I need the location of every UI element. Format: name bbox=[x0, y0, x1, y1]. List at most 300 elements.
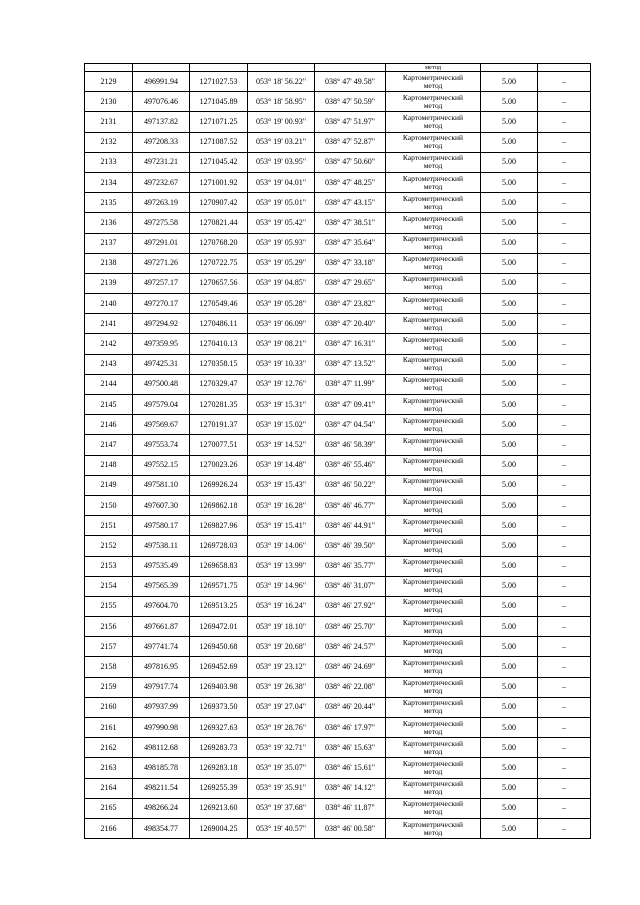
method-text: Картометрический bbox=[402, 637, 464, 647]
latitude-cell: 053° 19' 04.85" bbox=[248, 273, 315, 293]
method-cell bbox=[386, 294, 481, 314]
accuracy-cell: 5.00 bbox=[481, 617, 538, 637]
method-text: Картометрический bbox=[402, 133, 464, 143]
point-number-cell: 2131 bbox=[85, 112, 133, 132]
x-coordinate-cell: 498112.68 bbox=[133, 738, 190, 758]
method-text: Картометрический bbox=[402, 153, 464, 163]
y-coordinate-cell: 1270821.44 bbox=[190, 213, 248, 233]
table-row bbox=[85, 415, 591, 435]
method-text: метод bbox=[423, 181, 443, 191]
x-coordinate-cell: 497565.39 bbox=[133, 576, 190, 596]
table-row bbox=[85, 637, 591, 657]
longitude-cell: 038° 46' 55.46" bbox=[315, 455, 386, 475]
x-coordinate-cell: 497607.30 bbox=[133, 495, 190, 515]
note-cell: – bbox=[538, 738, 591, 758]
method-text: Картометрический bbox=[402, 294, 464, 304]
accuracy-cell: 5.00 bbox=[481, 677, 538, 697]
accuracy-cell: 5.00 bbox=[481, 758, 538, 778]
point-number-cell: 2142 bbox=[85, 334, 133, 354]
note-cell: – bbox=[538, 395, 591, 415]
y-coordinate-cell: 1269452.69 bbox=[190, 657, 248, 677]
method-text: Картометрический bbox=[402, 335, 464, 345]
method-text: метод bbox=[423, 504, 443, 514]
y-coordinate-cell: 1269403.98 bbox=[190, 677, 248, 697]
method-text: Картометрический bbox=[402, 213, 464, 223]
method-text: Картометрический bbox=[402, 819, 464, 829]
latitude-cell: 053° 19' 05.28" bbox=[248, 294, 315, 314]
latitude-cell: 053° 19' 16.24" bbox=[248, 596, 315, 616]
x-coordinate-cell: 497990.98 bbox=[133, 718, 190, 738]
method-cell bbox=[386, 112, 481, 132]
latitude-cell: 053° 19' 03.95" bbox=[248, 152, 315, 172]
point-number-cell: 2159 bbox=[85, 677, 133, 697]
method-cell bbox=[386, 395, 481, 415]
table-row bbox=[85, 536, 591, 556]
y-coordinate-cell: 1269658.83 bbox=[190, 556, 248, 576]
x-coordinate-cell: 497535.49 bbox=[133, 556, 190, 576]
point-number-cell: 2165 bbox=[85, 798, 133, 818]
method-text: Картометрический bbox=[402, 476, 464, 486]
note-cell: – bbox=[538, 576, 591, 596]
method-text: метод bbox=[423, 383, 443, 393]
table-row bbox=[85, 273, 591, 293]
accuracy-cell: 5.00 bbox=[481, 556, 538, 576]
note-cell: – bbox=[538, 72, 591, 92]
x-coordinate-cell: 498354.77 bbox=[133, 818, 190, 838]
latitude-cell: 053° 19' 20.68" bbox=[248, 637, 315, 657]
note-cell: – bbox=[538, 213, 591, 233]
method-tail-cell: метод bbox=[386, 64, 481, 72]
table-row bbox=[85, 495, 591, 515]
method-text: Картометрический bbox=[402, 597, 464, 607]
note-cell: – bbox=[538, 718, 591, 738]
method-cell bbox=[386, 778, 481, 798]
note-cell: – bbox=[538, 233, 591, 253]
accuracy-cell: 5.00 bbox=[481, 233, 538, 253]
table-row bbox=[85, 818, 591, 838]
y-coordinate-cell: 1270410.13 bbox=[190, 334, 248, 354]
x-coordinate-cell: 497538.11 bbox=[133, 536, 190, 556]
y-coordinate-cell: 1271045.89 bbox=[190, 92, 248, 112]
table-row bbox=[85, 718, 591, 738]
accuracy-cell: 5.00 bbox=[481, 415, 538, 435]
x-coordinate-cell: 498211.54 bbox=[133, 778, 190, 798]
table-row bbox=[85, 758, 591, 778]
method-text: Картометрический bbox=[402, 779, 464, 789]
y-coordinate-cell: 1270549.46 bbox=[190, 294, 248, 314]
point-number-cell: 2143 bbox=[85, 354, 133, 374]
longitude-cell: 038° 46' 35.77" bbox=[315, 556, 386, 576]
note-cell: – bbox=[538, 193, 591, 213]
method-cell bbox=[386, 556, 481, 576]
longitude-cell: 038° 46' 31.07" bbox=[315, 576, 386, 596]
longitude-cell: 038° 47' 52.87" bbox=[315, 132, 386, 152]
x-coordinate-cell: 497291.01 bbox=[133, 233, 190, 253]
method-cell bbox=[386, 334, 481, 354]
table-row bbox=[85, 354, 591, 374]
y-coordinate-cell: 1270722.75 bbox=[190, 253, 248, 273]
method-cell bbox=[386, 455, 481, 475]
method-text: метод bbox=[423, 766, 443, 776]
x-coordinate-cell: 497425.31 bbox=[133, 354, 190, 374]
longitude-cell: 038° 46' 14.12" bbox=[315, 778, 386, 798]
method-cell bbox=[386, 516, 481, 536]
method-text: метод bbox=[423, 363, 443, 373]
latitude-cell: 053° 19' 13.99" bbox=[248, 556, 315, 576]
note-cell: – bbox=[538, 435, 591, 455]
table-cell bbox=[190, 64, 248, 72]
method-text: метод bbox=[423, 403, 443, 413]
longitude-cell: 038° 46' 00.58" bbox=[315, 818, 386, 838]
longitude-cell: 038° 46' 50.22" bbox=[315, 475, 386, 495]
longitude-cell: 038° 47' 16.31" bbox=[315, 334, 386, 354]
note-cell: – bbox=[538, 132, 591, 152]
y-coordinate-cell: 1269513.25 bbox=[190, 596, 248, 616]
method-text: Картометрический bbox=[402, 314, 464, 324]
longitude-cell: 038° 46' 39.50" bbox=[315, 536, 386, 556]
table-continuation-row bbox=[85, 64, 591, 72]
method-cell bbox=[386, 758, 481, 778]
y-coordinate-cell: 1269827.96 bbox=[190, 516, 248, 536]
method-text: метод bbox=[423, 322, 443, 332]
y-coordinate-cell: 1270486.11 bbox=[190, 314, 248, 334]
latitude-cell: 053° 19' 15.02" bbox=[248, 415, 315, 435]
table-row bbox=[85, 697, 591, 717]
latitude-cell: 053° 19' 04.01" bbox=[248, 172, 315, 192]
accuracy-cell: 5.00 bbox=[481, 112, 538, 132]
method-cell bbox=[386, 374, 481, 394]
longitude-cell: 038° 47' 43.15" bbox=[315, 193, 386, 213]
latitude-cell: 053° 19' 08.21" bbox=[248, 334, 315, 354]
point-number-cell: 2150 bbox=[85, 495, 133, 515]
x-coordinate-cell: 497579.04 bbox=[133, 395, 190, 415]
point-number-cell: 2161 bbox=[85, 718, 133, 738]
latitude-cell: 053° 19' 18.10" bbox=[248, 617, 315, 637]
latitude-cell: 053° 19' 28.76" bbox=[248, 718, 315, 738]
longitude-cell: 038° 46' 27.92" bbox=[315, 596, 386, 616]
method-text: Картометрический bbox=[402, 173, 464, 183]
longitude-cell: 038° 46' 24.69" bbox=[315, 657, 386, 677]
point-number-cell: 2160 bbox=[85, 697, 133, 717]
note-cell: – bbox=[538, 778, 591, 798]
longitude-cell: 038° 47' 23.82" bbox=[315, 294, 386, 314]
method-text: метод bbox=[423, 807, 443, 817]
accuracy-cell: 5.00 bbox=[481, 718, 538, 738]
method-text: метод bbox=[423, 524, 443, 534]
x-coordinate-cell: 497263.19 bbox=[133, 193, 190, 213]
latitude-cell: 053° 19' 35.07" bbox=[248, 758, 315, 778]
table-cell bbox=[315, 64, 386, 72]
accuracy-cell: 5.00 bbox=[481, 738, 538, 758]
y-coordinate-cell: 1269327.63 bbox=[190, 718, 248, 738]
method-cell bbox=[386, 637, 481, 657]
x-coordinate-cell: 497076.46 bbox=[133, 92, 190, 112]
note-cell: – bbox=[538, 556, 591, 576]
latitude-cell: 053° 19' 26.38" bbox=[248, 677, 315, 697]
method-text: метод bbox=[423, 625, 443, 635]
method-cell bbox=[386, 72, 481, 92]
method-cell bbox=[386, 576, 481, 596]
latitude-cell: 053° 19' 32.71" bbox=[248, 738, 315, 758]
note-cell: – bbox=[538, 112, 591, 132]
accuracy-cell: 5.00 bbox=[481, 334, 538, 354]
y-coordinate-cell: 1269728.03 bbox=[190, 536, 248, 556]
x-coordinate-cell: 497271.26 bbox=[133, 253, 190, 273]
method-text: Картометрический bbox=[402, 395, 464, 405]
table-row bbox=[85, 213, 591, 233]
method-cell bbox=[386, 495, 481, 515]
longitude-cell: 038° 47' 50.60" bbox=[315, 152, 386, 172]
longitude-cell: 038° 46' 15.63" bbox=[315, 738, 386, 758]
y-coordinate-cell: 1271071.25 bbox=[190, 112, 248, 132]
method-cell bbox=[386, 314, 481, 334]
table-cell bbox=[85, 64, 133, 72]
method-cell bbox=[386, 152, 481, 172]
method-text: метод bbox=[423, 585, 443, 595]
point-number-cell: 2148 bbox=[85, 455, 133, 475]
table-row bbox=[85, 778, 591, 798]
note-cell: – bbox=[538, 516, 591, 536]
method-text: Картометрический bbox=[402, 698, 464, 708]
method-text: метод bbox=[423, 443, 443, 453]
y-coordinate-cell: 1269862.18 bbox=[190, 495, 248, 515]
y-coordinate-cell: 1269255.39 bbox=[190, 778, 248, 798]
accuracy-cell: 5.00 bbox=[481, 818, 538, 838]
x-coordinate-cell: 498185.78 bbox=[133, 758, 190, 778]
point-number-cell: 2133 bbox=[85, 152, 133, 172]
method-text: Картометрический bbox=[402, 234, 464, 244]
method-cell bbox=[386, 536, 481, 556]
longitude-cell: 038° 47' 13.52" bbox=[315, 354, 386, 374]
table-row bbox=[85, 334, 591, 354]
accuracy-cell: 5.00 bbox=[481, 374, 538, 394]
accuracy-cell: 5.00 bbox=[481, 657, 538, 677]
method-text: Картометрический bbox=[402, 577, 464, 587]
note-cell: – bbox=[538, 172, 591, 192]
point-number-cell: 2158 bbox=[85, 657, 133, 677]
method-text: Картометрический bbox=[402, 375, 464, 385]
longitude-cell: 038° 46' 24.57" bbox=[315, 637, 386, 657]
note-cell: – bbox=[538, 415, 591, 435]
x-coordinate-cell: 497500.48 bbox=[133, 374, 190, 394]
x-coordinate-cell: 497359.95 bbox=[133, 334, 190, 354]
accuracy-cell: 5.00 bbox=[481, 92, 538, 112]
longitude-cell: 038° 46' 11.87" bbox=[315, 798, 386, 818]
longitude-cell: 038° 47' 49.58" bbox=[315, 72, 386, 92]
accuracy-cell: 5.00 bbox=[481, 455, 538, 475]
y-coordinate-cell: 1270191.37 bbox=[190, 415, 248, 435]
method-cell bbox=[386, 697, 481, 717]
accuracy-cell: 5.00 bbox=[481, 495, 538, 515]
table-cell bbox=[248, 64, 315, 72]
longitude-cell: 038° 46' 25.70" bbox=[315, 617, 386, 637]
accuracy-cell: 5.00 bbox=[481, 435, 538, 455]
note-cell: – bbox=[538, 536, 591, 556]
table-row bbox=[85, 132, 591, 152]
table-row bbox=[85, 152, 591, 172]
note-cell: – bbox=[538, 152, 591, 172]
x-coordinate-cell: 497231.21 bbox=[133, 152, 190, 172]
x-coordinate-cell: 497917.74 bbox=[133, 677, 190, 697]
method-text: метод bbox=[423, 827, 443, 837]
latitude-cell: 053° 19' 05.42" bbox=[248, 213, 315, 233]
point-number-cell: 2157 bbox=[85, 637, 133, 657]
y-coordinate-cell: 1270358.15 bbox=[190, 354, 248, 374]
point-number-cell: 2134 bbox=[85, 172, 133, 192]
x-coordinate-cell: 497581.10 bbox=[133, 475, 190, 495]
method-text: метод bbox=[423, 161, 443, 171]
accuracy-cell: 5.00 bbox=[481, 273, 538, 293]
y-coordinate-cell: 1269004.25 bbox=[190, 818, 248, 838]
accuracy-cell: 5.00 bbox=[481, 152, 538, 172]
y-coordinate-cell: 1269213.60 bbox=[190, 798, 248, 818]
accuracy-cell: 5.00 bbox=[481, 596, 538, 616]
table-row bbox=[85, 516, 591, 536]
table-cell bbox=[481, 64, 538, 72]
longitude-cell: 038° 46' 44.91" bbox=[315, 516, 386, 536]
x-coordinate-cell: 497580.17 bbox=[133, 516, 190, 536]
method-text: Картометрический bbox=[402, 435, 464, 445]
method-cell bbox=[386, 415, 481, 435]
method-text: метод bbox=[423, 141, 443, 151]
point-number-cell: 2151 bbox=[85, 516, 133, 536]
point-number-cell: 2135 bbox=[85, 193, 133, 213]
y-coordinate-cell: 1269571.75 bbox=[190, 576, 248, 596]
x-coordinate-cell: 497275.58 bbox=[133, 213, 190, 233]
point-number-cell: 2146 bbox=[85, 415, 133, 435]
latitude-cell: 053° 19' 10.33" bbox=[248, 354, 315, 374]
accuracy-cell: 5.00 bbox=[481, 516, 538, 536]
method-cell bbox=[386, 132, 481, 152]
x-coordinate-cell: 497741.74 bbox=[133, 637, 190, 657]
method-text: метод bbox=[423, 201, 443, 211]
latitude-cell: 053° 19' 14.96" bbox=[248, 576, 315, 596]
note-cell: – bbox=[538, 657, 591, 677]
method-text: метод bbox=[423, 726, 443, 736]
table-row bbox=[85, 677, 591, 697]
x-coordinate-cell: 497569.67 bbox=[133, 415, 190, 435]
y-coordinate-cell: 1270907.42 bbox=[190, 193, 248, 213]
x-coordinate-cell: 498266.24 bbox=[133, 798, 190, 818]
y-coordinate-cell: 1271027.53 bbox=[190, 72, 248, 92]
method-cell bbox=[386, 253, 481, 273]
table-cell bbox=[538, 64, 591, 72]
longitude-cell: 038° 47' 35.64" bbox=[315, 233, 386, 253]
y-coordinate-cell: 1269283.73 bbox=[190, 738, 248, 758]
latitude-cell: 053° 19' 23.12" bbox=[248, 657, 315, 677]
method-text: Картометрический bbox=[402, 516, 464, 526]
point-number-cell: 2140 bbox=[85, 294, 133, 314]
x-coordinate-cell: 497257.17 bbox=[133, 273, 190, 293]
point-number-cell: 2141 bbox=[85, 314, 133, 334]
note-cell: – bbox=[538, 617, 591, 637]
latitude-cell: 053° 19' 05.93" bbox=[248, 233, 315, 253]
point-number-cell: 2164 bbox=[85, 778, 133, 798]
point-number-cell: 2137 bbox=[85, 233, 133, 253]
method-text: метод bbox=[423, 565, 443, 575]
method-text: Картометрический bbox=[402, 274, 464, 284]
latitude-cell: 053° 19' 15.31" bbox=[248, 395, 315, 415]
table-row bbox=[85, 596, 591, 616]
method-text: Картометрический bbox=[402, 254, 464, 264]
note-cell: – bbox=[538, 475, 591, 495]
longitude-cell: 038° 46' 46.77" bbox=[315, 495, 386, 515]
method-cell bbox=[386, 738, 481, 758]
method-text: Картометрический bbox=[402, 718, 464, 728]
note-cell: – bbox=[538, 455, 591, 475]
accuracy-cell: 5.00 bbox=[481, 576, 538, 596]
latitude-cell: 053° 19' 14.06" bbox=[248, 536, 315, 556]
method-text: метод bbox=[423, 221, 443, 231]
point-number-cell: 2162 bbox=[85, 738, 133, 758]
method-cell bbox=[386, 617, 481, 637]
note-cell: – bbox=[538, 92, 591, 112]
point-number-cell: 2153 bbox=[85, 556, 133, 576]
table-row bbox=[85, 738, 591, 758]
point-number-cell: 2129 bbox=[85, 72, 133, 92]
latitude-cell: 053° 19' 37.68" bbox=[248, 798, 315, 818]
note-cell: – bbox=[538, 294, 591, 314]
method-text: Картометрический bbox=[402, 557, 464, 567]
method-text: Картометрический bbox=[402, 496, 464, 506]
method-text: метод bbox=[423, 686, 443, 696]
method-cell bbox=[386, 193, 481, 213]
accuracy-cell: 5.00 bbox=[481, 475, 538, 495]
point-number-cell: 2132 bbox=[85, 132, 133, 152]
latitude-cell: 053° 18' 58.95" bbox=[248, 92, 315, 112]
method-text: метод bbox=[423, 100, 443, 110]
point-number-cell: 2139 bbox=[85, 273, 133, 293]
method-text: Картометрический bbox=[402, 738, 464, 748]
note-cell: – bbox=[538, 818, 591, 838]
accuracy-cell: 5.00 bbox=[481, 213, 538, 233]
x-coordinate-cell: 497137.82 bbox=[133, 112, 190, 132]
method-text: метод bbox=[423, 645, 443, 655]
latitude-cell: 053° 19' 05.01" bbox=[248, 193, 315, 213]
point-number-cell: 2149 bbox=[85, 475, 133, 495]
accuracy-cell: 5.00 bbox=[481, 778, 538, 798]
table-row bbox=[85, 576, 591, 596]
latitude-cell: 053° 19' 12.76" bbox=[248, 374, 315, 394]
table-row bbox=[85, 435, 591, 455]
table-row bbox=[85, 92, 591, 112]
method-cell bbox=[386, 435, 481, 455]
longitude-cell: 038° 47' 33.18" bbox=[315, 253, 386, 273]
method-text: Картометрический bbox=[402, 415, 464, 425]
y-coordinate-cell: 1270768.20 bbox=[190, 233, 248, 253]
longitude-cell: 038° 47' 04.54" bbox=[315, 415, 386, 435]
y-coordinate-cell: 1270329.47 bbox=[190, 374, 248, 394]
point-number-cell: 2163 bbox=[85, 758, 133, 778]
method-text: Картометрический bbox=[402, 658, 464, 668]
latitude-cell: 053° 19' 15.43" bbox=[248, 475, 315, 495]
latitude-cell: 053° 19' 00.93" bbox=[248, 112, 315, 132]
y-coordinate-cell: 1269283.18 bbox=[190, 758, 248, 778]
table-row bbox=[85, 556, 591, 576]
y-coordinate-cell: 1270657.56 bbox=[190, 273, 248, 293]
point-number-cell: 2147 bbox=[85, 435, 133, 455]
table-row bbox=[85, 314, 591, 334]
table-row bbox=[85, 72, 591, 92]
method-cell bbox=[386, 273, 481, 293]
latitude-cell: 053° 19' 14.48" bbox=[248, 455, 315, 475]
method-text: метод bbox=[423, 242, 443, 252]
note-cell: – bbox=[538, 253, 591, 273]
table-row bbox=[85, 657, 591, 677]
table-row bbox=[85, 617, 591, 637]
method-cell bbox=[386, 475, 481, 495]
note-cell: – bbox=[538, 495, 591, 515]
